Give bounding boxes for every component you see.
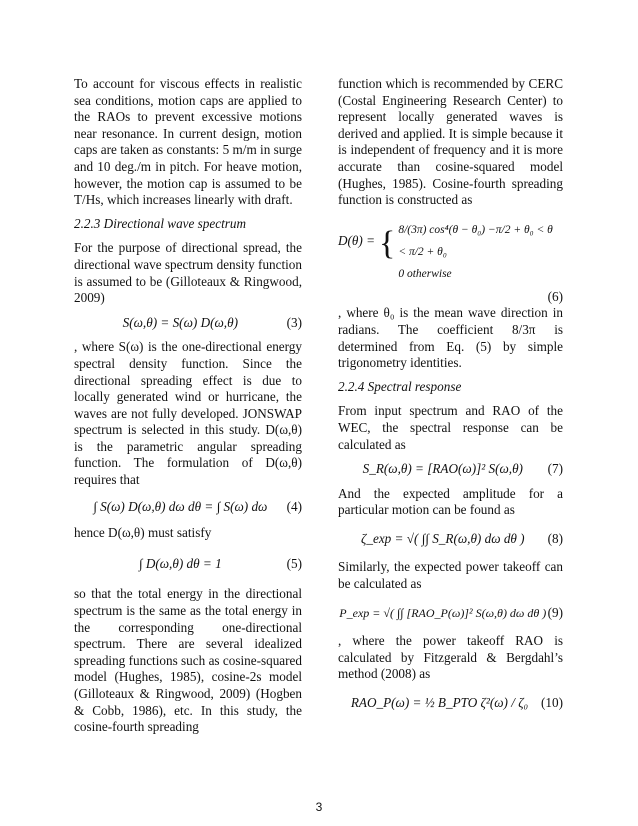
equation-number: (10): [541, 695, 563, 711]
paragraph: , where S(ω) is the one-directional energy spectral density function. Since the directional spreading effect is due to locally generated wind or hurricane, the waves are not fully developed. JONSWAP spectrum is selected in this study. D(ω,θ) is the parametric angular spreading function. The formulation of D(ω,θ) requires that: [74, 339, 302, 488]
paragraph: Similarly, the expected power takeoff can be calculated as: [338, 559, 563, 592]
paragraph: , where θ₀ is the mean wave direction in radians. The coefficient 8/3π is determined from Eq. (5) by simple trigonometry identities.: [338, 305, 563, 371]
equation-8: [338, 531, 563, 548]
equation-body: ζ_exp = √( ∫∫ S_R(ω,θ) dω dθ ): [361, 530, 525, 546]
paragraph: , where the power takeoff RAO is calculated by Fitzgerald & Bergdahl’s method (2008) as: [338, 633, 563, 682]
left-column: [74, 76, 302, 736]
equation-case: 8/(3π) cos⁴(θ − θ₀) −π/2 + θ₀ < θ < π/2 + θ₀: [398, 223, 553, 258]
equation-number: (3): [286, 314, 302, 330]
paragraph: For the purpose of directional spread, the directional wave spectrum density function is assumed to be (Gilloteaux & Ringwood, 2009): [74, 240, 302, 306]
paragraph: And the expected amplitude for a particular motion can be found as: [338, 485, 563, 518]
equation-body: S(ω,θ) = S(ω) D(ω,θ): [122, 314, 238, 330]
equation-body: ∫ D(ω,θ) dθ = 1: [138, 555, 222, 571]
paragraph: hence D(ω,θ) must satisfy: [74, 525, 212, 541]
equation-body: ∫ S(ω) D(ω,θ) dω dθ = ∫ S(ω) dω: [93, 498, 268, 514]
paragraph: From input spectrum and RAO of the WEC, the spectral response can be calculated as: [338, 403, 563, 452]
page-number: 3: [315, 800, 323, 814]
equation-number: (6): [547, 288, 563, 304]
section-heading: 2.2.4 Spectral response: [338, 378, 462, 394]
paragraph: To account for viscous effects in realistic sea conditions, motion caps are applied to the RAOs to prevent excessive motions near resonance. In current design, motion caps are taken as constants: 5 m/m in surge and 10 deg./m in pitch. For heave motion, however, the motion cap is assumed to be T/Hs, which increases linearly with draft.: [74, 76, 302, 208]
equation-number: (4): [286, 498, 302, 514]
equation-number: (9): [547, 604, 563, 620]
equation-number: (5): [286, 555, 302, 571]
brace-icon: {: [378, 224, 396, 262]
equation-5: [74, 556, 302, 573]
equation-body: P_exp = √( ∫∫ [RAO_P(ω)]² S(ω,θ) dω dθ ): [339, 605, 547, 620]
equation-case: 0 otherwise: [398, 267, 452, 280]
equation-9: [338, 605, 563, 622]
equation-body: S_R(ω,θ) = [RAO(ω)]² S(ω,θ): [362, 461, 523, 477]
right-column: [338, 76, 563, 724]
equation-cases: [398, 219, 563, 285]
equation-body: RAO_P(ω) = ½ B_PTO ζ²(ω) / ζ₀: [350, 695, 529, 711]
paragraph: so that the total energy in the directional spectrum is the same as the total energy in the corresponding one-directional spectrum. There are several idealized spreading functions such as cosine-squared model (Hughes, 1985), cosine-2s model (Gilloteaux & Ringwood, 2009) (Hogben & Cobb, 1986), etc. In this study, the cosine-fourth spreading: [74, 586, 302, 735]
equation-number: (7): [547, 461, 563, 477]
equation-number: (8): [547, 530, 563, 546]
equation-lhs: D(θ) =: [338, 232, 375, 248]
paragraph: function which is recommended by CERC (Costal Engineering Research Center) to represent locally generated waves is derived and applied. It is simple because it is independent of frequency and it is more accurate than cosine-squared model (Hughes, 1985). Cosine-fourth spreading function is constructed as: [338, 76, 563, 208]
equation-10: [338, 695, 563, 712]
equation-6: [338, 219, 563, 285]
equation-4: [74, 499, 302, 516]
equation-3: [74, 315, 302, 332]
equation-7: [338, 461, 563, 478]
section-heading: 2.2.3 Directional wave spectrum: [74, 215, 247, 231]
